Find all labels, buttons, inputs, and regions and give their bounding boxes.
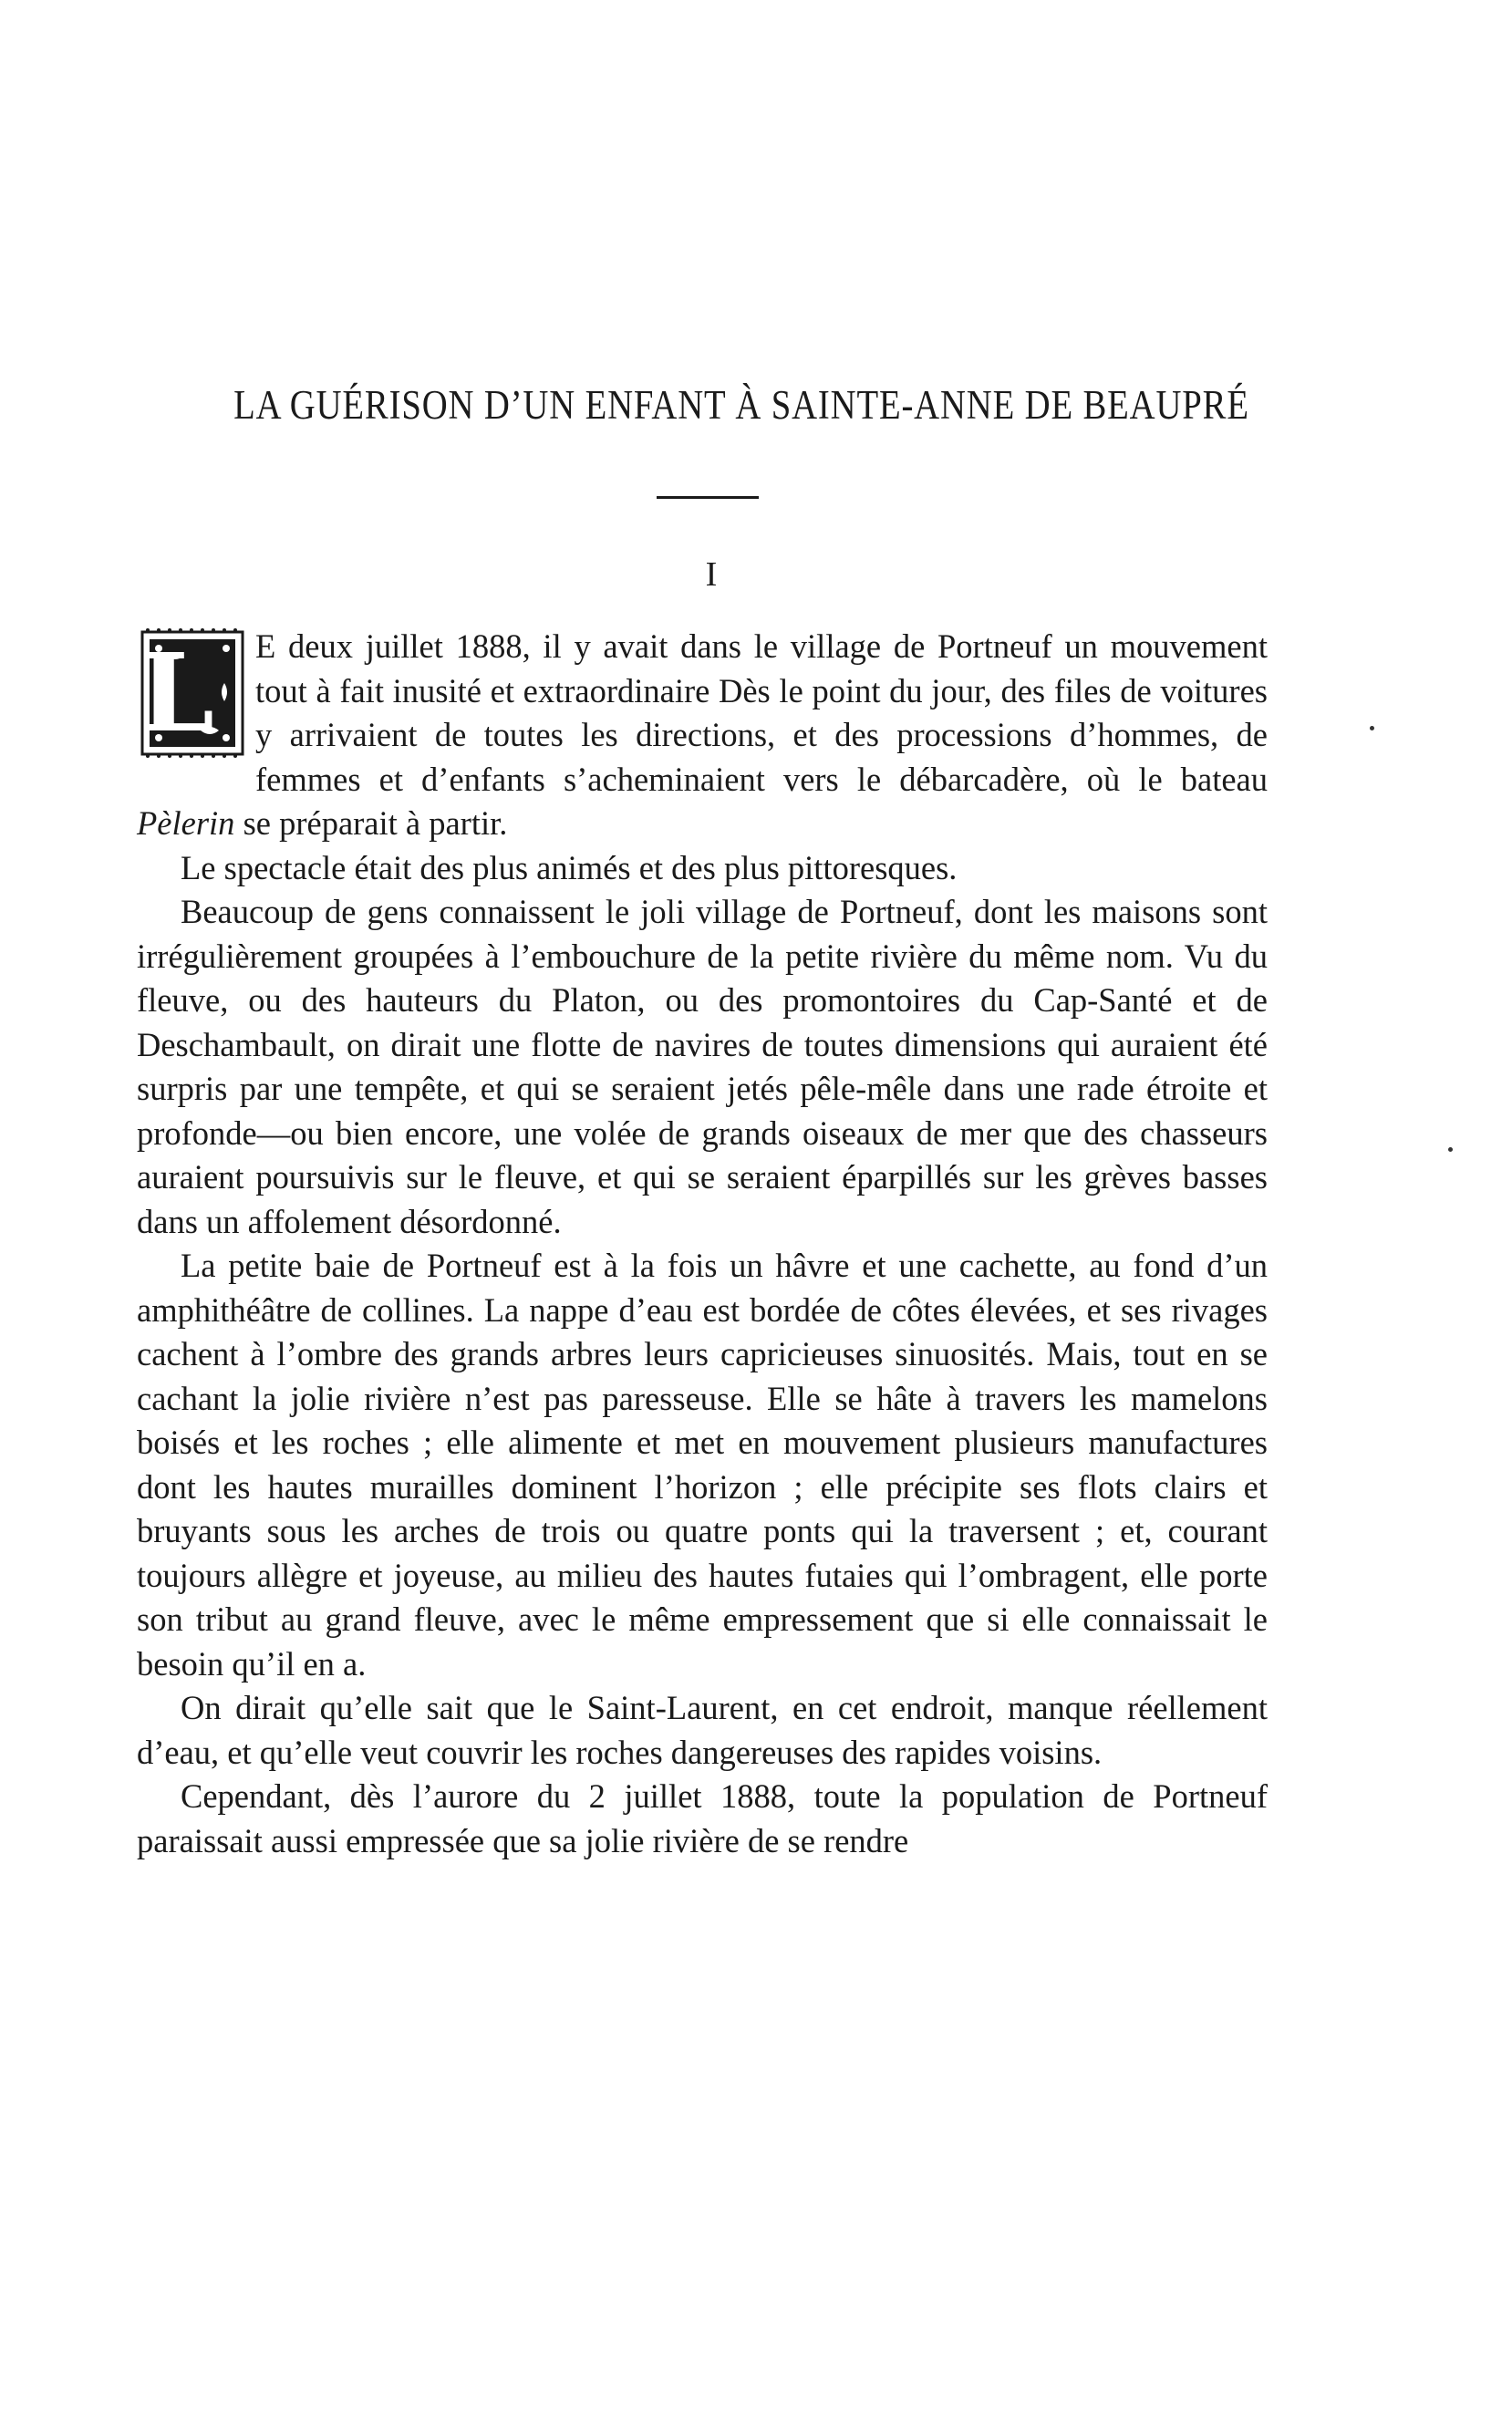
- paragraph-5: On dirait qu’elle sait que le Saint-Laurent, en cet endroit, manque réellement d’eau, et qu’elle veut couvrir les roches dangereuses des rapides voisins.: [137, 1689, 1268, 1771]
- title-divider: [657, 496, 759, 499]
- paragraph-6: Cependant, dès l’aurore du 2 juillet 1888, toute la population de Portneuf paraissait aussi empressée que sa jolie rivière de se rendre: [137, 1777, 1268, 1859]
- paragraph-3: Beaucoup de gens connaissent le joli village de Portneuf, dont les maisons sont irrégulièrement groupées à l’embouchure de la petite rivière du même nom. Vu du fleuve, ou des hauteurs du Platon, ou des promontoires du Cap-Santé et de Deschambault, on dirait une flotte de navires de toutes dimensions qui auraient été surpris par une tempête, et qui se seraient jetés pêle-mêle dans une rade étroite et profonde—ou bien encore, une volée de grands oiseaux de mer que des chasseurs auraient poursuivis sur le fleuve, et qui se seraient éparpillés sur les grèves basses dans un affolement désordonné.: [137, 893, 1268, 1240]
- section-number: I: [705, 555, 718, 594]
- paragraph-1-text-b: se préparait à partir.: [234, 804, 508, 842]
- paragraph-2: Le spectacle était des plus animés et des plus pittoresques.: [181, 848, 958, 886]
- paragraph-1: [137, 625, 1268, 846]
- print-speck: [1370, 726, 1374, 730]
- chapter-title: LA GUÉRISON D’UN ENFANT À SAINTE-ANNE DE BEAUPRÉ: [233, 382, 1249, 428]
- print-speck: [1448, 1147, 1453, 1152]
- paragraph-4: La petite baie de Portneuf est à la fois un hâvre et une cachette, au fond d’un amphithéâtre de collines. La nappe d’eau est bordée de côtes élevées, et ses rivages cachent à l’ombre des grands arbres leurs capricieuses sinuosités. Mais, tout en se cachant la jolie rivière n’est pas paresseuse. Elle se hâte à travers les mamelons boisés et les roches ; elle alimente et met en mouvement plusieurs manufactures dont les hautes murailles dominent l’horizon ; elle précipite ses flots clairs et bruyants sous les arches de trois ou quatre ponts qui la traversent ; et, courant toujours allègre et joyeuse, au milieu des hautes futaies qui l’ombragent, elle porte son tribut au grand fleuve, avec le même empressement que si elle connaissait le besoin qu’il en a.: [137, 1247, 1268, 1683]
- dropcap-letter: L: [139, 629, 214, 756]
- paragraph-1-text-a: E deux juillet 1888, il y avait dans le village de Portneuf un mouvement tout à fait inusité et extraordinaire Dès le point du jour, des files de voitures y arrivaient de toutes les directions, et des processions d’hommes, de femmes et d’enfants s’acheminaient vers le débarcadère, où le bateau: [255, 627, 1268, 798]
- body-text: [137, 625, 1268, 1863]
- ornamental-dropcap: [139, 628, 246, 758]
- boat-name: Pèlerin: [137, 804, 235, 842]
